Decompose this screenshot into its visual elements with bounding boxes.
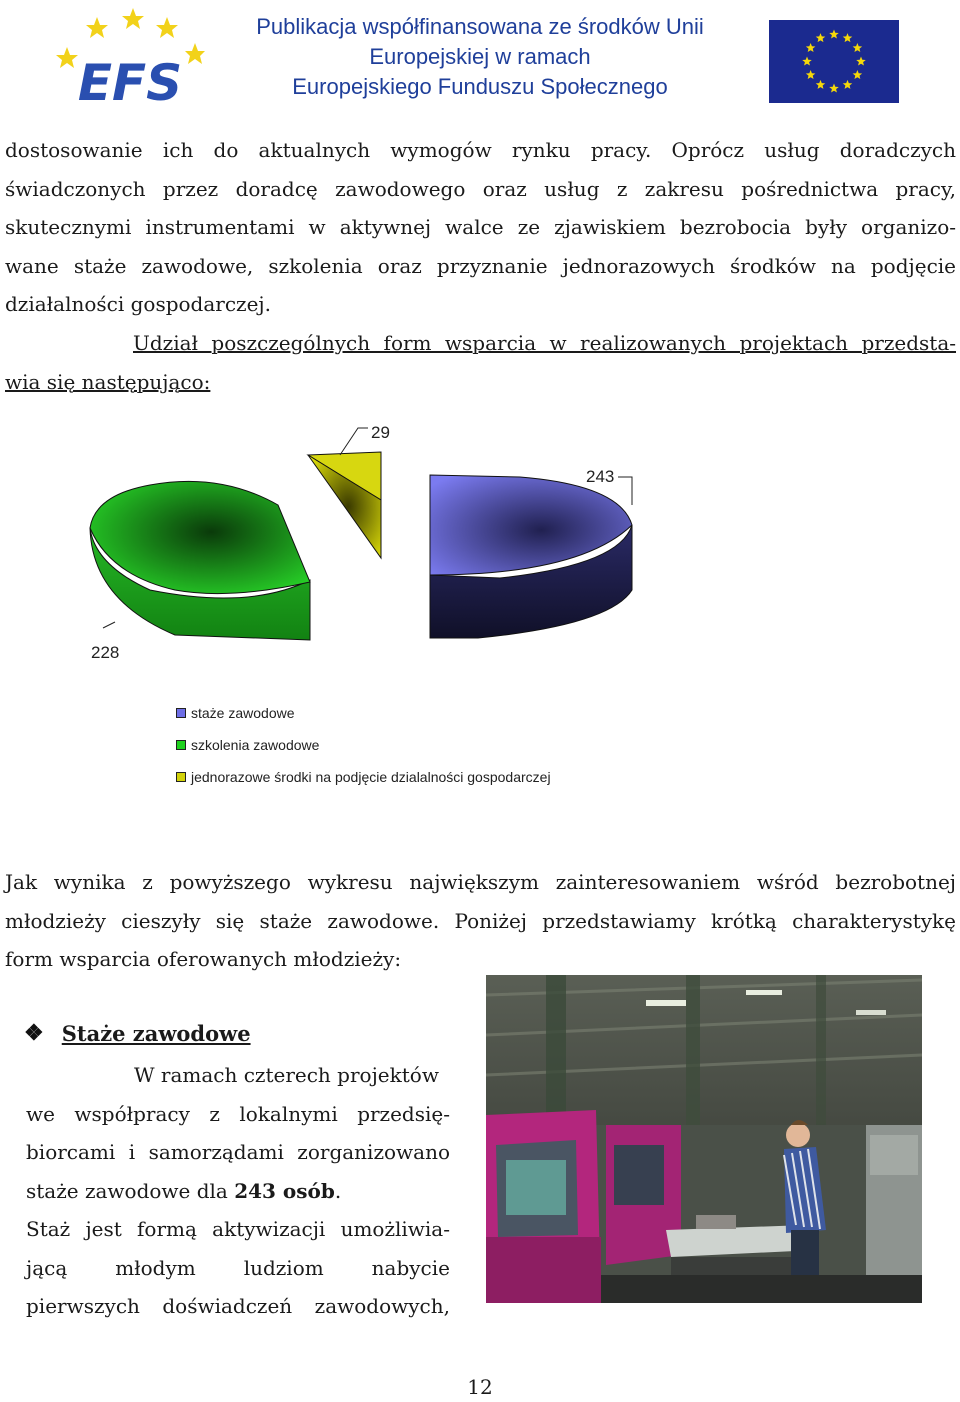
legend-item-jednorazowe bbox=[176, 769, 551, 785]
intro-paragraph bbox=[5, 131, 956, 324]
efs-logo bbox=[55, 5, 205, 105]
workshop-photo bbox=[486, 975, 922, 1303]
diamond-bullet-icon: ❖ bbox=[24, 1020, 44, 1046]
section-line: pierwszych doświadczeń zawodowych, bbox=[26, 1294, 450, 1318]
section-highlight-count: 243 osób bbox=[234, 1178, 335, 1203]
header-line-3: Europejskiego Funduszu Społecznego bbox=[292, 74, 668, 99]
header-line-2: Europejskiej w ramach bbox=[369, 44, 591, 69]
pie-chart-svg bbox=[0, 400, 960, 700]
conclusion-line: form wsparcia oferowanych młodzieży: bbox=[5, 947, 402, 971]
chart-legend bbox=[176, 705, 551, 801]
section-line: jącą młodym ludziom nabycie bbox=[26, 1255, 450, 1280]
pie-slice-szkolenia bbox=[90, 481, 310, 640]
header-line-1: Publikacja współfinansowana ze środków Unii bbox=[256, 14, 704, 39]
data-label-szkolenia: 228 bbox=[91, 643, 120, 662]
intro-line: świadczonych przez doradcę zawodowego oraz usług z zakresu pośrednictwa pracy, bbox=[5, 176, 956, 201]
header-title bbox=[230, 12, 730, 102]
intro-line: działalności gospodarczej. bbox=[5, 292, 271, 316]
pie-chart bbox=[0, 400, 960, 820]
intro-line: dostosowanie ich do aktualnych wymogów rynku pracy. Oprócz usług doradczych bbox=[5, 138, 956, 162]
section-body bbox=[26, 1056, 450, 1326]
section-title: Staże zawodowe bbox=[61, 1020, 251, 1046]
pie-slice-jednorazowe bbox=[308, 452, 381, 558]
conclusion-line: młodzieży cieszyły się staże zawodowe. Poniżej przedstawiamy krótką charakterystykę bbox=[5, 908, 956, 933]
legend-label: szkolenia zawodowe bbox=[191, 737, 320, 753]
chart-caption bbox=[5, 324, 956, 401]
eu-flag bbox=[769, 20, 899, 103]
section-line bbox=[26, 1172, 450, 1211]
section-line: W ramach czterech projektów bbox=[134, 1063, 439, 1087]
data-label-staze: 243 bbox=[586, 467, 615, 486]
legend-label: jednorazowe środki na podjęcie dzialalności gospodarczej bbox=[191, 769, 551, 785]
section-line-text: staże zawodowe dla bbox=[26, 1178, 235, 1203]
chart-caption-line-1: Udział poszczególnych form wsparcia w realizowanych projektach przedsta- bbox=[133, 331, 956, 355]
legend-item-staze bbox=[176, 705, 551, 721]
section-line: biorcami i samorządami zorganizowano bbox=[26, 1140, 450, 1164]
legend-item-szkolenia bbox=[176, 737, 551, 753]
legend-swatch bbox=[176, 740, 186, 750]
conclusion-paragraph bbox=[5, 863, 956, 979]
efs-logo-text: EFS bbox=[77, 54, 183, 105]
data-label-jednorazowe: 29 bbox=[371, 423, 390, 442]
legend-swatch bbox=[176, 708, 186, 718]
section-line-text: . bbox=[334, 1178, 342, 1203]
conclusion-line: Jak wynika z powyższego wykresu największym zainteresowaniem wśród bezrobotnej bbox=[5, 870, 956, 894]
section-line: we współpracy z lokalnymi przedsię- bbox=[26, 1101, 450, 1126]
intro-line: wane staże zawodowe, szkolenia oraz przyznanie jednorazowych środków na podjęcie bbox=[5, 253, 956, 278]
legend-swatch bbox=[176, 772, 186, 782]
section-line: Staż jest formą aktywizacji umożliwia- bbox=[26, 1217, 450, 1241]
page-number: 12 bbox=[467, 1375, 493, 1399]
pie-slice-staze bbox=[430, 475, 632, 638]
chart-caption-line-2: wia się następująco: bbox=[5, 369, 211, 394]
legend-label: staże zawodowe bbox=[191, 705, 295, 721]
intro-line: skutecznymi instrumentami w aktywnej walce ze zjawiskiem bezrobocia były organizo- bbox=[5, 215, 956, 239]
section-heading bbox=[24, 1020, 251, 1046]
